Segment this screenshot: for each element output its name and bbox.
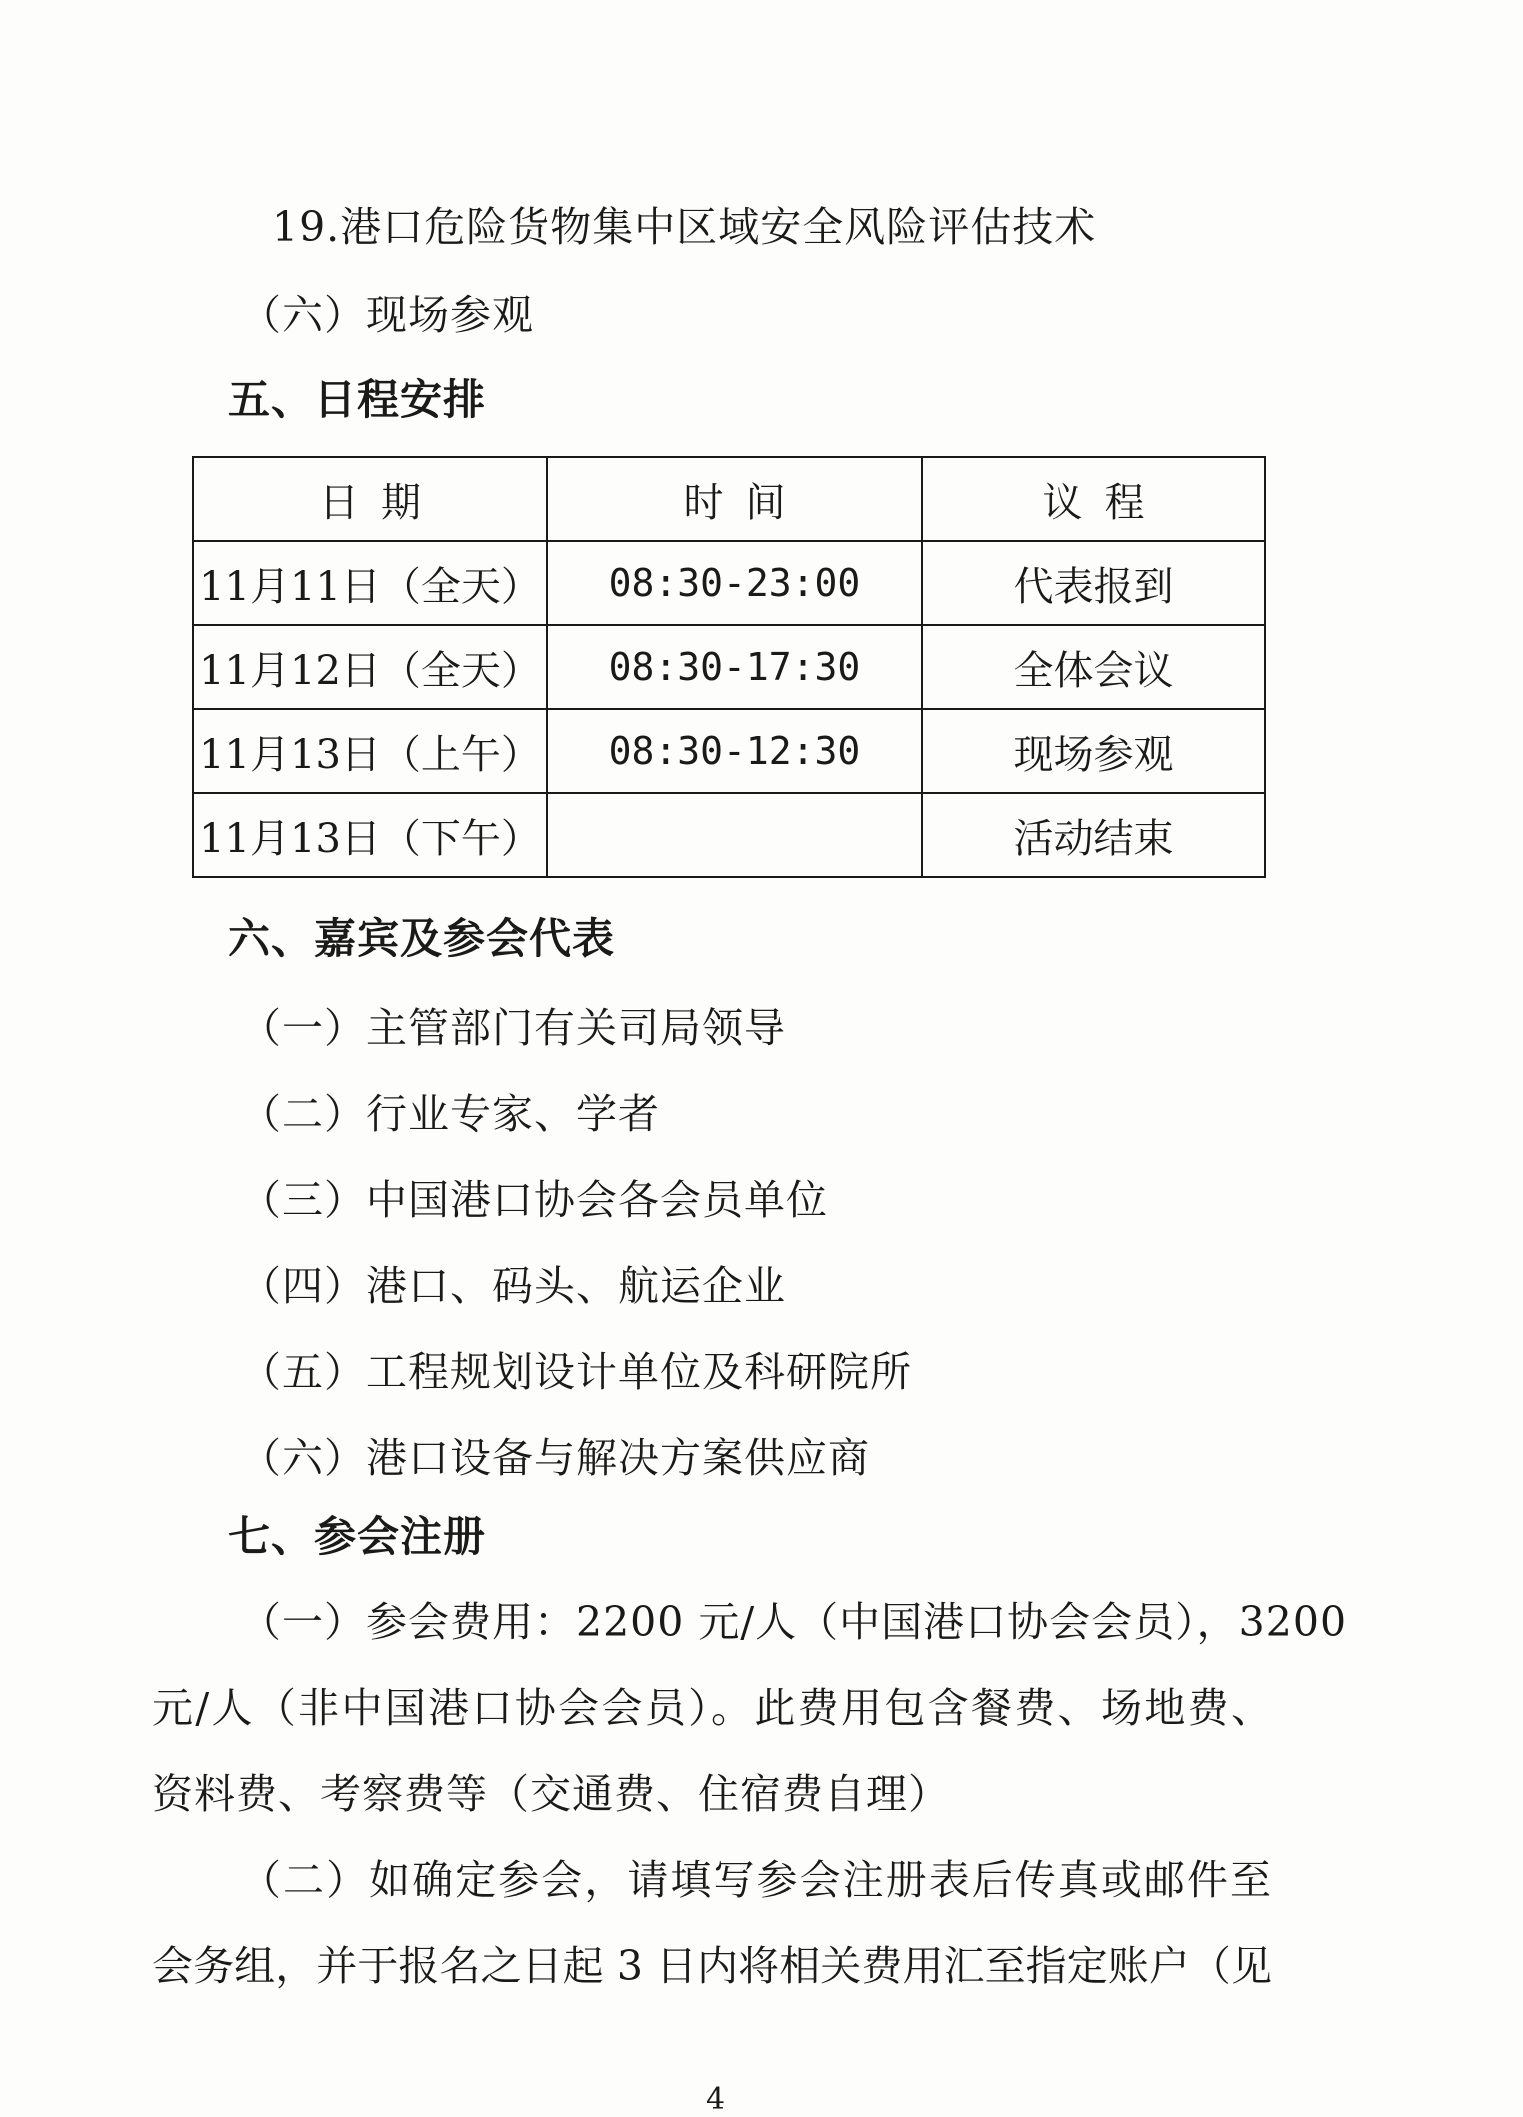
cell-time: 08:30-17:30 xyxy=(547,625,922,709)
list-item: （三）中国港口协会各会员单位 xyxy=(240,1176,828,1224)
cell-date: 11月11日（全天） xyxy=(193,541,547,625)
paragraph-fee-line-2: 元/人（非中国港口协会会员）。此费用包含餐费、场地费、 xyxy=(152,1684,1272,1732)
table-row xyxy=(193,541,1265,625)
list-item: （二）行业专家、学者 xyxy=(240,1090,660,1138)
paragraph-fee-line-1: （一）参会费用：2200 元/人（中国港口协会会员），3200 xyxy=(240,1598,1348,1646)
cell-agenda: 现场参观 xyxy=(922,709,1265,793)
topic-item-19: 19.港口危险货物集中区域安全风险评估技术 xyxy=(272,203,1097,251)
list-item: （四）港口、码头、航运企业 xyxy=(240,1262,786,1310)
table-row xyxy=(193,625,1265,709)
table-header-row xyxy=(193,457,1265,541)
section-heading-guests: 六、嘉宾及参会代表 xyxy=(228,914,616,963)
cell-agenda: 全体会议 xyxy=(922,625,1265,709)
schedule-table xyxy=(192,456,1266,878)
table-row xyxy=(193,793,1265,877)
cell-date: 11月13日（下午） xyxy=(193,793,547,877)
header-agenda: 议程 xyxy=(922,457,1265,541)
paragraph-fee-line-3: 资料费、考察费等（交通费、住宿费自理） xyxy=(152,1770,950,1818)
list-item: （六）港口设备与解决方案供应商 xyxy=(240,1434,870,1482)
cell-agenda: 活动结束 xyxy=(922,793,1265,877)
cell-agenda: 代表报到 xyxy=(922,541,1265,625)
list-item: （一）主管部门有关司局领导 xyxy=(240,1004,786,1052)
section-heading-registration: 七、参会注册 xyxy=(228,1512,487,1561)
page-number: 4 xyxy=(706,2082,726,2117)
paragraph-registration-line-1: （二）如确定参会，请填写参会注册表后传真或邮件至 xyxy=(240,1856,1272,1904)
cell-time: 08:30-12:30 xyxy=(547,709,922,793)
cell-date: 11月12日（全天） xyxy=(193,625,547,709)
cell-date: 11月13日（上午） xyxy=(193,709,547,793)
list-item: （五）工程规划设计单位及科研院所 xyxy=(240,1348,912,1396)
header-time: 时间 xyxy=(547,457,922,541)
topic-item-site-visit: （六）现场参观 xyxy=(240,291,534,339)
header-date: 日期 xyxy=(193,457,547,541)
cell-time: 08:30-23:00 xyxy=(547,541,922,625)
paragraph-registration-line-2: 会务组，并于报名之日起 3 日内将相关费用汇至指定账户（见 xyxy=(152,1942,1272,1990)
table-row xyxy=(193,709,1265,793)
section-heading-schedule: 五、日程安排 xyxy=(228,375,487,424)
cell-time xyxy=(547,793,922,877)
